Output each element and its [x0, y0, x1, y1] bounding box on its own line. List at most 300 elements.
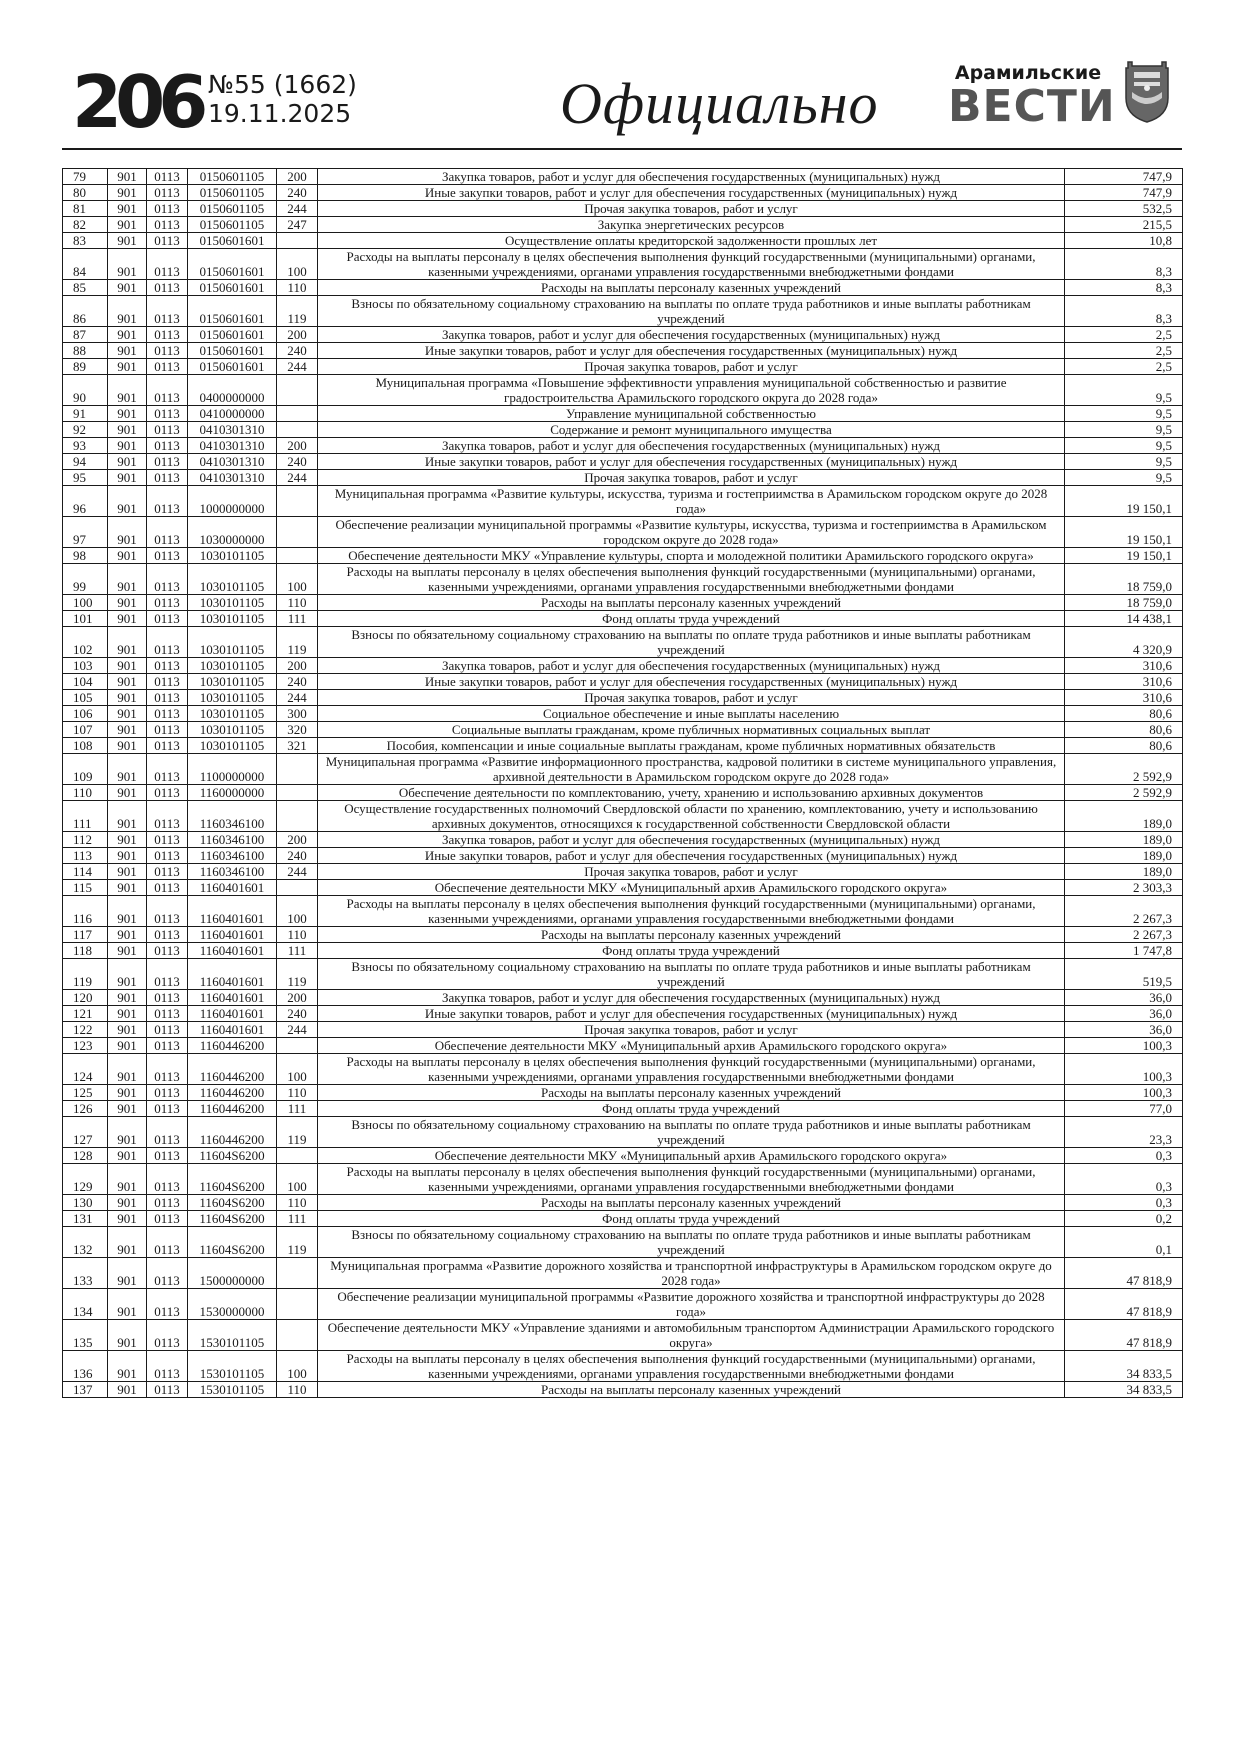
amount: 9,5: [1065, 422, 1183, 438]
amount: 9,5: [1065, 470, 1183, 486]
item-name: Фонд оплаты труда учреждений: [318, 1101, 1065, 1117]
target-code: 0410301310: [188, 438, 277, 454]
row-number: 99: [63, 564, 108, 595]
amount: 2 303,3: [1065, 880, 1183, 896]
amount: 100,3: [1065, 1038, 1183, 1054]
amount: 0,3: [1065, 1195, 1183, 1211]
target-code: 1160346100: [188, 848, 277, 864]
table-row: [63, 548, 1183, 564]
table-row: [63, 832, 1183, 848]
section-code: 0113: [147, 280, 188, 296]
table-row: [63, 658, 1183, 674]
expense-type-code: 300: [277, 706, 318, 722]
expense-type-code: 110: [277, 1085, 318, 1101]
section-code: 0113: [147, 595, 188, 611]
row-number: 118: [63, 943, 108, 959]
section-code: 0113: [147, 375, 188, 406]
section-code: 0113: [147, 1006, 188, 1022]
section-code: 0113: [147, 1320, 188, 1351]
gr-code: 901: [108, 406, 147, 422]
gr-code: 901: [108, 848, 147, 864]
gr-code: 901: [108, 454, 147, 470]
row-number: 117: [63, 927, 108, 943]
amount: 2 592,9: [1065, 754, 1183, 785]
gr-code: 901: [108, 185, 147, 201]
item-name: Закупка товаров, работ и услуг для обеспечения государственных (муниципальных) нужд: [318, 990, 1065, 1006]
item-name: Расходы на выплаты персоналу в целях обеспечения выполнения функций государственными (муниципальными) органами, казенными учреждениями, органами управления государственными внебюджетными фондами: [318, 564, 1065, 595]
section-code: 0113: [147, 690, 188, 706]
row-number: 126: [63, 1101, 108, 1117]
expense-type-code: 100: [277, 249, 318, 280]
target-code: 1160401601: [188, 1006, 277, 1022]
issue-info: [208, 70, 357, 128]
target-code: 0410301310: [188, 454, 277, 470]
table-row: [63, 233, 1183, 249]
row-number: 92: [63, 422, 108, 438]
expense-type-code: [277, 785, 318, 801]
amount: 34 833,5: [1065, 1351, 1183, 1382]
section-code: 0113: [147, 658, 188, 674]
item-name: Расходы на выплаты персоналу казенных учреждений: [318, 280, 1065, 296]
amount: 8,3: [1065, 280, 1183, 296]
row-number: 85: [63, 280, 108, 296]
target-code: 1160346100: [188, 832, 277, 848]
gr-code: 901: [108, 832, 147, 848]
item-name: Иные закупки товаров, работ и услуг для обеспечения государственных (муниципальных) нужд: [318, 1006, 1065, 1022]
table-row: [63, 185, 1183, 201]
expense-type-code: 200: [277, 990, 318, 1006]
table-row: [63, 706, 1183, 722]
row-number: 106: [63, 706, 108, 722]
row-number: 133: [63, 1258, 108, 1289]
item-name: Фонд оплаты труда учреждений: [318, 1211, 1065, 1227]
item-name: Фонд оплаты труда учреждений: [318, 943, 1065, 959]
amount: 310,6: [1065, 674, 1183, 690]
section-code: 0113: [147, 1101, 188, 1117]
gr-code: 901: [108, 1227, 147, 1258]
logo-top-text: Арамильские: [954, 62, 1102, 84]
amount: 14 438,1: [1065, 611, 1183, 627]
gr-code: 901: [108, 1117, 147, 1148]
amount: 100,3: [1065, 1085, 1183, 1101]
amount: 77,0: [1065, 1101, 1183, 1117]
amount: 19 150,1: [1065, 486, 1183, 517]
expense-type-code: [277, 1258, 318, 1289]
table-row: [63, 564, 1183, 595]
table-row: [63, 738, 1183, 754]
table-row: [63, 1382, 1183, 1398]
item-name: Закупка товаров, работ и услуг для обеспечения государственных (муниципальных) нужд: [318, 327, 1065, 343]
row-number: 105: [63, 690, 108, 706]
gr-code: 901: [108, 927, 147, 943]
gr-code: 901: [108, 1195, 147, 1211]
item-name: Обеспечение деятельности МКУ «Муниципальный архив Арамильского городского округа»: [318, 880, 1065, 896]
row-number: 100: [63, 595, 108, 611]
section-code: 0113: [147, 517, 188, 548]
expense-type-code: 111: [277, 1101, 318, 1117]
amount: 36,0: [1065, 1022, 1183, 1038]
gr-code: 901: [108, 438, 147, 454]
gr-code: 901: [108, 201, 147, 217]
gr-code: 901: [108, 722, 147, 738]
target-code: 1160346100: [188, 801, 277, 832]
amount: 9,5: [1065, 438, 1183, 454]
section-code: 0113: [147, 1195, 188, 1211]
target-code: 1530101105: [188, 1382, 277, 1398]
section-code: 0113: [147, 564, 188, 595]
item-name: Расходы на выплаты персоналу в целях обеспечения выполнения функций государственными (муниципальными) органами, казенными учреждениями, органами управления государственными внебюджетными фондами: [318, 249, 1065, 280]
gr-code: 901: [108, 785, 147, 801]
gr-code: 901: [108, 548, 147, 564]
target-code: 0150601601: [188, 280, 277, 296]
gr-code: 901: [108, 249, 147, 280]
table-row: [63, 1227, 1183, 1258]
section-code: 0113: [147, 454, 188, 470]
item-name: Взносы по обязательному социальному страхованию на выплаты по оплате труда работников и иные выплаты работникам учреждений: [318, 1227, 1065, 1258]
table-row: [63, 611, 1183, 627]
gr-code: 901: [108, 1101, 147, 1117]
table-row: [63, 801, 1183, 832]
row-number: 112: [63, 832, 108, 848]
row-number: 102: [63, 627, 108, 658]
target-code: 1530000000: [188, 1289, 277, 1320]
expense-type-code: 244: [277, 470, 318, 486]
row-number: 137: [63, 1382, 108, 1398]
table-row: [63, 722, 1183, 738]
target-code: 11604S6200: [188, 1148, 277, 1164]
amount: 532,5: [1065, 201, 1183, 217]
item-name: Закупка товаров, работ и услуг для обеспечения государственных (муниципальных) нужд: [318, 832, 1065, 848]
row-number: 81: [63, 201, 108, 217]
table-row: [63, 1054, 1183, 1085]
section-code: 0113: [147, 722, 188, 738]
expense-type-code: 110: [277, 1382, 318, 1398]
expense-type-code: 100: [277, 564, 318, 595]
expense-type-code: 200: [277, 658, 318, 674]
expense-type-code: [277, 548, 318, 564]
section-code: 0113: [147, 548, 188, 564]
amount: 47 818,9: [1065, 1258, 1183, 1289]
expense-type-code: 100: [277, 1164, 318, 1195]
item-name: Муниципальная программа «Развитие информационного пространства, кадровой политики в системе муниципального управления, архивной деятельности в Арамильском городском округе до 2028 года»: [318, 754, 1065, 785]
table-row: [63, 359, 1183, 375]
table-row: [63, 1006, 1183, 1022]
gr-code: 901: [108, 233, 147, 249]
expense-type-code: 111: [277, 943, 318, 959]
section-code: 0113: [147, 1085, 188, 1101]
section-code: 0113: [147, 1038, 188, 1054]
expense-type-code: 321: [277, 738, 318, 754]
page-number: 206: [72, 60, 202, 144]
item-name: Расходы на выплаты персоналу казенных учреждений: [318, 927, 1065, 943]
target-code: 0410301310: [188, 422, 277, 438]
item-name: Муниципальная программа «Повышение эффективности управления муниципальной собственностью и развитие градостроительства Арамильского городского округа до 2028 года»: [318, 375, 1065, 406]
target-code: 0150601601: [188, 359, 277, 375]
item-name: Закупка товаров, работ и услуг для обеспечения государственных (муниципальных) нужд: [318, 438, 1065, 454]
table-row: [63, 1164, 1183, 1195]
item-name: Расходы на выплаты персоналу в целях обеспечения выполнения функций государственными (муниципальными) органами, казенными учреждениями, органами управления государственными внебюджетными фондами: [318, 1054, 1065, 1085]
expense-type-code: 240: [277, 848, 318, 864]
gr-code: 901: [108, 1382, 147, 1398]
target-code: 1160346100: [188, 864, 277, 880]
row-number: 91: [63, 406, 108, 422]
expense-type-code: 119: [277, 1117, 318, 1148]
table-row: [63, 627, 1183, 658]
amount: 189,0: [1065, 864, 1183, 880]
table-row: [63, 1351, 1183, 1382]
target-code: 1030101105: [188, 722, 277, 738]
target-code: 1030101105: [188, 627, 277, 658]
item-name: Осуществление государственных полномочий Свердловской области по хранению, комплектованию, учету и использованию архивных документов, относящихся к государственной собственности Свердловской области: [318, 801, 1065, 832]
issue-number: №55 (1662): [208, 70, 357, 99]
expense-type-code: 100: [277, 1351, 318, 1382]
row-number: 82: [63, 217, 108, 233]
gr-code: 901: [108, 327, 147, 343]
target-code: 1160401601: [188, 880, 277, 896]
table-row: [63, 943, 1183, 959]
row-number: 136: [63, 1351, 108, 1382]
item-name: Взносы по обязательному социальному страхованию на выплаты по оплате труда работников и иные выплаты работникам учреждений: [318, 959, 1065, 990]
gr-code: 901: [108, 801, 147, 832]
section-code: 0113: [147, 233, 188, 249]
table-row: [63, 896, 1183, 927]
row-number: 113: [63, 848, 108, 864]
expense-type-code: [277, 754, 318, 785]
expense-type-code: 247: [277, 217, 318, 233]
item-name: Управление муниципальной собственностью: [318, 406, 1065, 422]
section-code: 0113: [147, 1351, 188, 1382]
target-code: 0400000000: [188, 375, 277, 406]
section-code: 0113: [147, 848, 188, 864]
section-code: 0113: [147, 864, 188, 880]
table-row: [63, 1258, 1183, 1289]
row-number: 88: [63, 343, 108, 359]
expense-type-code: 244: [277, 359, 318, 375]
target-code: 0150601105: [188, 201, 277, 217]
row-number: 109: [63, 754, 108, 785]
row-number: 93: [63, 438, 108, 454]
expense-type-code: 244: [277, 690, 318, 706]
table-row: [63, 343, 1183, 359]
section-code: 0113: [147, 438, 188, 454]
gr-code: 901: [108, 280, 147, 296]
item-name: Прочая закупка товаров, работ и услуг: [318, 470, 1065, 486]
target-code: 1030101105: [188, 674, 277, 690]
expense-type-code: 240: [277, 674, 318, 690]
target-code: 1030101105: [188, 738, 277, 754]
row-number: 124: [63, 1054, 108, 1085]
amount: 0,3: [1065, 1148, 1183, 1164]
amount: 0,3: [1065, 1164, 1183, 1195]
target-code: 1000000000: [188, 486, 277, 517]
section-code: 0113: [147, 406, 188, 422]
amount: 80,6: [1065, 706, 1183, 722]
row-number: 87: [63, 327, 108, 343]
item-name: Закупка энергетических ресурсов: [318, 217, 1065, 233]
section-code: 0113: [147, 801, 188, 832]
gr-code: 901: [108, 470, 147, 486]
amount: 2 267,3: [1065, 896, 1183, 927]
issue-date: 19.11.2025: [208, 99, 352, 128]
table-row: [63, 201, 1183, 217]
gr-code: 901: [108, 943, 147, 959]
item-name: Закупка товаров, работ и услуг для обеспечения государственных (муниципальных) нужд: [318, 169, 1065, 185]
row-number: 122: [63, 1022, 108, 1038]
expense-type-code: 240: [277, 185, 318, 201]
item-name: Муниципальная программа «Развитие дорожного хозяйства и транспортной инфраструктуры в Арамильском городском округе до 2028 года»: [318, 1258, 1065, 1289]
item-name: Обеспечение деятельности по комплектованию, учету, хранению и использованию архивных документов: [318, 785, 1065, 801]
gr-code: 901: [108, 738, 147, 754]
table-row: [63, 249, 1183, 280]
amount: 36,0: [1065, 990, 1183, 1006]
item-name: Расходы на выплаты персоналу казенных учреждений: [318, 595, 1065, 611]
gr-code: 901: [108, 1022, 147, 1038]
amount: 215,5: [1065, 217, 1183, 233]
target-code: 1160401601: [188, 959, 277, 990]
row-number: 115: [63, 880, 108, 896]
amount: 9,5: [1065, 375, 1183, 406]
target-code: 0150601105: [188, 185, 277, 201]
amount: 8,3: [1065, 249, 1183, 280]
row-number: 84: [63, 249, 108, 280]
gr-code: 901: [108, 674, 147, 690]
item-name: Взносы по обязательному социальному страхованию на выплаты по оплате труда работников и иные выплаты работникам учреждений: [318, 296, 1065, 327]
target-code: 1160446200: [188, 1101, 277, 1117]
table-row: [63, 1038, 1183, 1054]
row-number: 131: [63, 1211, 108, 1227]
expense-type-code: 320: [277, 722, 318, 738]
expense-type-code: 119: [277, 959, 318, 990]
target-code: 1030101105: [188, 548, 277, 564]
expense-type-code: 110: [277, 280, 318, 296]
row-number: 89: [63, 359, 108, 375]
expense-type-code: 110: [277, 595, 318, 611]
newspaper-logo: [948, 62, 1116, 132]
target-code: 0410000000: [188, 406, 277, 422]
expense-type-code: 100: [277, 896, 318, 927]
expense-type-code: 240: [277, 343, 318, 359]
target-code: 11604S6200: [188, 1164, 277, 1195]
table-row: [63, 406, 1183, 422]
expense-type-code: 244: [277, 1022, 318, 1038]
row-number: 83: [63, 233, 108, 249]
gr-code: 901: [108, 1211, 147, 1227]
section-title: Официально: [560, 71, 879, 136]
section-code: 0113: [147, 1258, 188, 1289]
section-code: 0113: [147, 217, 188, 233]
target-code: 11604S6200: [188, 1195, 277, 1211]
amount: 47 818,9: [1065, 1289, 1183, 1320]
logo-bottom-text: ВЕСТИ: [948, 81, 1116, 132]
section-code: 0113: [147, 422, 188, 438]
table-row: [63, 1085, 1183, 1101]
gr-code: 901: [108, 296, 147, 327]
table-row: [63, 595, 1183, 611]
table-row: [63, 1195, 1183, 1211]
table-row: [63, 486, 1183, 517]
target-code: 1530101105: [188, 1320, 277, 1351]
amount: 9,5: [1065, 406, 1183, 422]
table-row: [63, 1148, 1183, 1164]
item-name: Расходы на выплаты персоналу казенных учреждений: [318, 1382, 1065, 1398]
item-name: Взносы по обязательному социальному страхованию на выплаты по оплате труда работников и иные выплаты работникам учреждений: [318, 1117, 1065, 1148]
target-code: 1160446200: [188, 1117, 277, 1148]
target-code: 1160401601: [188, 990, 277, 1006]
section-code: 0113: [147, 1164, 188, 1195]
expense-type-code: [277, 1289, 318, 1320]
item-name: Расходы на выплаты персоналу в целях обеспечения выполнения функций государственными (муниципальными) органами, казенными учреждениями, органами управления государственными внебюджетными фондами: [318, 896, 1065, 927]
target-code: 1030101105: [188, 658, 277, 674]
expense-type-code: [277, 375, 318, 406]
gr-code: 901: [108, 1351, 147, 1382]
item-name: Иные закупки товаров, работ и услуг для обеспечения государственных (муниципальных) нужд: [318, 343, 1065, 359]
expense-type-code: 111: [277, 1211, 318, 1227]
section-code: 0113: [147, 470, 188, 486]
amount: 47 818,9: [1065, 1320, 1183, 1351]
item-name: Прочая закупка товаров, работ и услуг: [318, 690, 1065, 706]
amount: 310,6: [1065, 690, 1183, 706]
amount: 2,5: [1065, 343, 1183, 359]
amount: 1 747,8: [1065, 943, 1183, 959]
target-code: 1100000000: [188, 754, 277, 785]
target-code: 1160401601: [188, 943, 277, 959]
target-code: 1030000000: [188, 517, 277, 548]
table-row: [63, 169, 1183, 185]
gr-code: 901: [108, 169, 147, 185]
target-code: 0150601105: [188, 169, 277, 185]
expense-type-code: 119: [277, 296, 318, 327]
item-name: Прочая закупка товаров, работ и услуг: [318, 201, 1065, 217]
table-row: [63, 454, 1183, 470]
section-code: 0113: [147, 832, 188, 848]
row-number: 86: [63, 296, 108, 327]
expense-type-code: 110: [277, 1195, 318, 1211]
table-row: [63, 1211, 1183, 1227]
row-number: 98: [63, 548, 108, 564]
table-row: [63, 1117, 1183, 1148]
gr-code: 901: [108, 1289, 147, 1320]
section-code: 0113: [147, 1227, 188, 1258]
gr-code: 901: [108, 564, 147, 595]
gr-code: 901: [108, 1148, 147, 1164]
amount: 19 150,1: [1065, 517, 1183, 548]
page-header: [62, 56, 1182, 148]
table-row: [63, 1101, 1183, 1117]
amount: 747,9: [1065, 185, 1183, 201]
expense-type-code: [277, 1148, 318, 1164]
gr-code: 901: [108, 343, 147, 359]
expense-type-code: [277, 233, 318, 249]
expense-type-code: [277, 517, 318, 548]
budget-table-body: [63, 169, 1183, 1398]
amount: 2 267,3: [1065, 927, 1183, 943]
item-name: Обеспечение деятельности МКУ «Муниципальный архив Арамильского городского округа»: [318, 1038, 1065, 1054]
expense-type-code: 240: [277, 1006, 318, 1022]
target-code: 1160401601: [188, 927, 277, 943]
section-code: 0113: [147, 296, 188, 327]
item-name: Осуществление оплаты кредиторской задолженности прошлых лет: [318, 233, 1065, 249]
target-code: 1030101105: [188, 564, 277, 595]
expense-type-code: 119: [277, 627, 318, 658]
row-number: 128: [63, 1148, 108, 1164]
row-number: 120: [63, 990, 108, 1006]
amount: 100,3: [1065, 1054, 1183, 1085]
item-name: Расходы на выплаты персоналу казенных учреждений: [318, 1195, 1065, 1211]
item-name: Прочая закупка товаров, работ и услуг: [318, 1022, 1065, 1038]
amount: 19 150,1: [1065, 548, 1183, 564]
section-code: 0113: [147, 738, 188, 754]
amount: 10,8: [1065, 233, 1183, 249]
